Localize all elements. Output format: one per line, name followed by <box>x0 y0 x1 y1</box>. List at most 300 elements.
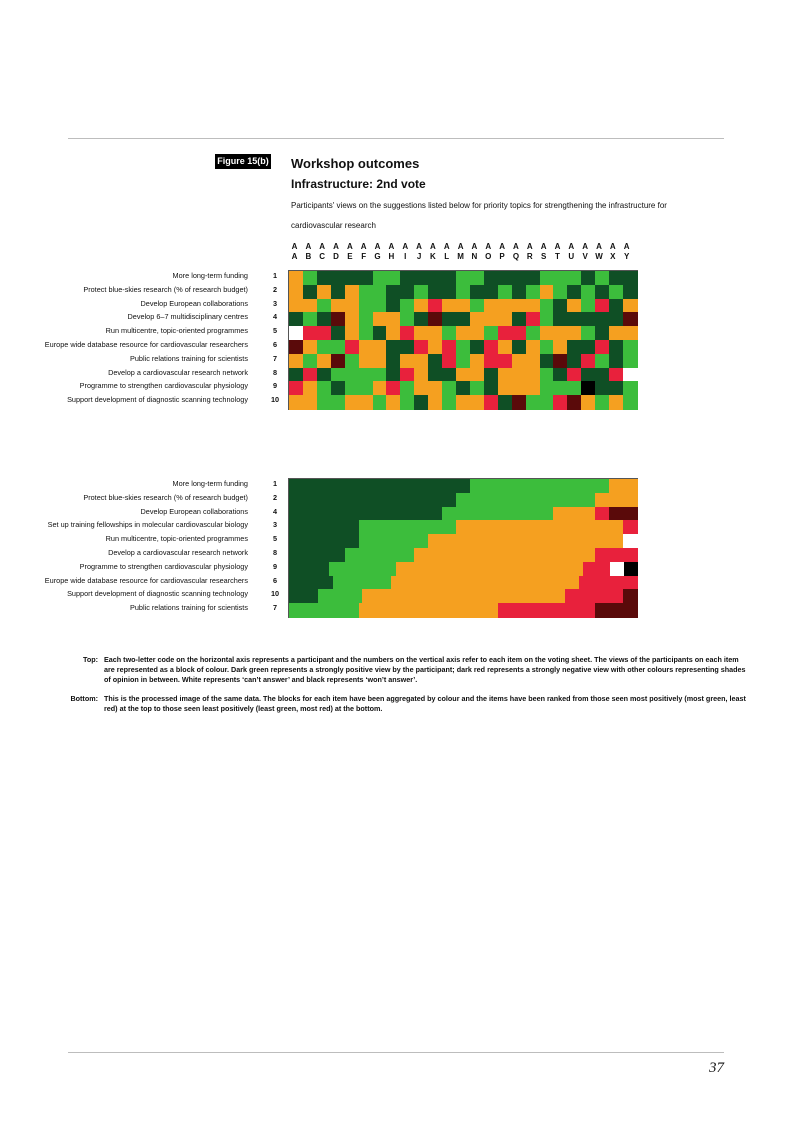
item-label: Programme to strengthen cardiovascular physiology <box>79 561 248 571</box>
vote-cell <box>567 326 582 340</box>
participant-code-second-letter: I <box>404 252 407 261</box>
vote-cell <box>317 340 332 354</box>
item-number: 3 <box>272 520 278 530</box>
aggregate-block-red <box>595 507 610 521</box>
vote-cell <box>456 312 471 326</box>
vote-cell <box>484 312 499 326</box>
vote-cell <box>595 285 610 299</box>
aggregate-block-red <box>583 562 610 576</box>
vote-cell <box>456 340 471 354</box>
vote-cell <box>623 312 638 326</box>
vote-cell <box>428 312 443 326</box>
vote-cell <box>498 299 513 313</box>
vote-cell <box>553 271 568 285</box>
vote-cell <box>498 285 513 299</box>
vote-cell <box>581 299 596 313</box>
vote-cell <box>386 395 401 409</box>
vote-cell <box>386 271 401 285</box>
vote-cell <box>359 381 374 395</box>
participant-code-second-letter: P <box>499 252 505 261</box>
aggregate-block-orange <box>609 479 637 493</box>
vote-cell <box>414 354 429 368</box>
vote-cell <box>386 381 401 395</box>
item-number: 2 <box>272 492 278 502</box>
vote-cell <box>581 285 596 299</box>
vote-cell <box>428 340 443 354</box>
vote-cell <box>317 326 332 340</box>
item-label: Europe wide database resource for cardiovascular researchers <box>44 575 248 585</box>
vote-cell <box>567 271 582 285</box>
participant-code-top-letter: A <box>471 242 478 251</box>
vote-cell <box>317 285 332 299</box>
aggregate-block-green <box>470 479 610 493</box>
vote-cell <box>553 340 568 354</box>
vote-cell <box>414 368 429 382</box>
vote-cell <box>303 299 318 313</box>
vote-cell <box>595 271 610 285</box>
participant-code-second-letter: Q <box>512 252 520 261</box>
vote-cell <box>609 299 624 313</box>
vote-cell <box>359 271 374 285</box>
vote-cell <box>595 354 610 368</box>
vote-cell <box>373 271 388 285</box>
vote-cell <box>289 312 304 326</box>
vote-cell <box>623 271 638 285</box>
participant-code-top-letter: A <box>568 242 575 251</box>
aggregate-block-green <box>359 520 457 534</box>
vote-cell <box>345 326 360 340</box>
vote-cell <box>414 285 429 299</box>
vote-cell <box>359 354 374 368</box>
vote-cell <box>498 340 513 354</box>
aggregate-block-red <box>595 548 637 562</box>
vote-cell <box>567 368 582 382</box>
vote-cell <box>609 368 624 382</box>
participant-code-top-letter: A <box>526 242 533 251</box>
item-label: Europe wide database resource for cardiovascular researchers <box>44 340 248 349</box>
vote-cell <box>540 299 555 313</box>
vote-cell <box>331 381 346 395</box>
item-number: 10 <box>270 589 280 599</box>
figure-description: Participants' views on the suggestions listed below for priority topics for strengthening the infrastructure for cardiovascular research <box>291 201 667 230</box>
vote-cell <box>484 368 499 382</box>
vote-cell <box>595 395 610 409</box>
participant-code-second-letter: L <box>444 252 450 261</box>
vote-cell <box>303 368 318 382</box>
vote-cell <box>359 285 374 299</box>
item-number: 9 <box>272 561 278 571</box>
participant-code-second-letter: K <box>430 252 436 261</box>
vote-cell <box>512 299 527 313</box>
vote-cell <box>470 340 485 354</box>
item-number: 5 <box>272 326 278 336</box>
vote-cell <box>359 368 374 382</box>
vote-cell <box>567 395 582 409</box>
vote-cell <box>456 395 471 409</box>
vote-cell <box>345 299 360 313</box>
vote-cell <box>484 340 499 354</box>
aggregate-block-orange <box>359 603 499 617</box>
vote-cell <box>595 368 610 382</box>
vote-cell <box>623 340 638 354</box>
vote-cell <box>470 381 485 395</box>
aggregate-block-red <box>498 603 596 617</box>
vote-cell <box>540 354 555 368</box>
item-label: Support development of diagnostic scanning technology <box>67 395 248 405</box>
aggregate-block-red <box>579 576 638 590</box>
participant-code-second-letter: O <box>485 252 492 261</box>
vote-cell <box>540 285 555 299</box>
vote-cell <box>359 326 374 340</box>
vote-cell <box>359 312 374 326</box>
vote-cell <box>623 368 638 382</box>
participant-code-second-letter: M <box>457 252 464 261</box>
vote-cell <box>289 381 304 395</box>
vote-cell <box>540 340 555 354</box>
aggregate-block-dark-green <box>289 507 443 521</box>
vote-cell <box>512 381 527 395</box>
item-number: 7 <box>272 353 278 363</box>
vote-cell <box>526 395 541 409</box>
vote-cell <box>373 326 388 340</box>
vote-cell <box>317 368 332 382</box>
participant-code-second-letter: J <box>416 252 422 261</box>
vote-cell <box>414 299 429 313</box>
item-number: 5 <box>272 534 278 544</box>
vote-cell <box>428 299 443 313</box>
vote-cell <box>456 368 471 382</box>
vote-cell <box>470 368 485 382</box>
vote-cell <box>498 326 513 340</box>
participant-code-top-letter: A <box>319 242 326 251</box>
caption-bottom-text: This is the processed image of the same data. The blocks for each item have been aggregated by colour and the items have been ranked from those seen most positively (most green, least red) at the top to those seen least positively (least green, most red) at the bottom. <box>104 694 746 713</box>
vote-cell <box>512 285 527 299</box>
vote-cell <box>345 381 360 395</box>
vote-cell <box>609 381 624 395</box>
aggregate-block-green <box>333 576 392 590</box>
participant-code-second-letter: U <box>568 252 575 261</box>
vote-cell <box>317 312 332 326</box>
participant-code-second-letter: A <box>291 252 298 261</box>
vote-cell <box>512 395 527 409</box>
item-label: Support development of diagnostic scanning technology <box>67 589 248 599</box>
vote-cell <box>470 312 485 326</box>
vote-cell <box>289 285 304 299</box>
vote-cell <box>456 285 471 299</box>
vote-cell <box>567 299 582 313</box>
page-number: 37 <box>709 1060 724 1076</box>
vote-cell <box>609 312 624 326</box>
participant-code-top-letter: A <box>582 242 589 251</box>
item-number: 8 <box>272 367 278 377</box>
item-number: 9 <box>272 381 278 391</box>
vote-cell <box>567 340 582 354</box>
vote-cell <box>623 285 638 299</box>
vote-cell <box>428 368 443 382</box>
participant-code-top-letter: A <box>305 242 312 251</box>
vote-cell <box>526 285 541 299</box>
vote-cell <box>553 299 568 313</box>
participant-code-top-letter: A <box>457 242 464 251</box>
participant-code-top-letter: A <box>443 242 450 251</box>
participant-code-second-letter: E <box>347 252 353 261</box>
participant-code-top-letter: A <box>513 242 519 251</box>
vote-cell <box>303 354 318 368</box>
vote-cell <box>303 326 318 340</box>
aggregate-block-green <box>442 507 554 521</box>
item-number: 8 <box>272 548 278 557</box>
vote-cell <box>623 381 638 395</box>
vote-cell <box>289 326 304 340</box>
vote-cell <box>623 326 638 340</box>
participant-code-second-letter: F <box>361 252 367 261</box>
vote-cell <box>540 395 555 409</box>
participant-code-top-letter: A <box>540 242 547 251</box>
aggregate-block-orange <box>553 507 595 521</box>
vote-cell <box>609 326 624 340</box>
vote-cell <box>512 354 527 368</box>
item-label: Public relations training for scientists <box>129 353 248 363</box>
vote-cell <box>331 326 346 340</box>
item-number: 1 <box>272 479 278 488</box>
aggregate-block-green <box>318 589 362 603</box>
participant-code-second-letter: V <box>582 252 588 261</box>
item-label: Run multicentre, topic-oriented programmes <box>105 534 248 544</box>
caption-top-key: Top: <box>82 655 98 664</box>
vote-cell <box>428 381 443 395</box>
vote-cell <box>386 326 401 340</box>
vote-cell <box>428 285 443 299</box>
participant-code-top-letter: A <box>623 242 630 251</box>
vote-cell <box>512 326 527 340</box>
item-label: Protect blue-skies research (% of research budget) <box>83 492 248 502</box>
vote-cell <box>386 312 401 326</box>
vote-cell <box>484 299 499 313</box>
vote-cell <box>400 368 415 382</box>
participant-code-second-letter: R <box>526 252 533 261</box>
vote-cell <box>345 312 360 326</box>
vote-cell <box>386 368 401 382</box>
vote-cell <box>373 285 388 299</box>
vote-cell <box>595 312 610 326</box>
vote-cell <box>456 271 471 285</box>
aggregate-block-green <box>289 603 359 617</box>
vote-cell <box>567 285 582 299</box>
vote-cell <box>386 299 401 313</box>
aggregate-block-dark-green <box>289 589 319 603</box>
vote-cell <box>512 368 527 382</box>
vote-cell <box>400 354 415 368</box>
participant-code-top-letter: A <box>374 242 381 251</box>
aggregate-block-orange <box>414 548 596 562</box>
vote-cell <box>526 381 541 395</box>
vote-cell <box>498 381 513 395</box>
vote-cell <box>526 340 541 354</box>
vote-cell <box>470 271 485 285</box>
vote-cell <box>400 312 415 326</box>
item-label: Develop a cardiovascular research network <box>108 548 248 557</box>
vote-cell <box>553 354 568 368</box>
vote-cell <box>289 271 304 285</box>
vote-cell <box>400 340 415 354</box>
aggregate-block-dark-green <box>289 548 345 562</box>
participant-code-second-letter: X <box>610 252 616 261</box>
vote-cell <box>414 395 429 409</box>
vote-cell <box>553 285 568 299</box>
item-number: 10 <box>270 395 280 405</box>
vote-cell <box>498 271 513 285</box>
page-heading: Workshop outcomes <box>291 156 420 171</box>
vote-cell <box>331 354 346 368</box>
vote-cell <box>289 340 304 354</box>
vote-cell <box>526 368 541 382</box>
participant-code-top-letter: A <box>430 242 436 251</box>
vote-cell <box>470 299 485 313</box>
vote-cell <box>540 381 555 395</box>
vote-cell <box>581 312 596 326</box>
vote-cell <box>540 312 555 326</box>
vote-cell <box>595 326 610 340</box>
aggregate-block-black <box>624 562 638 576</box>
item-label: Develop a cardiovascular research network <box>108 367 248 377</box>
aggregate-block-orange <box>595 493 637 507</box>
item-label: Protect blue-skies research (% of research budget) <box>83 284 248 294</box>
aggregated-vote-grid <box>288 478 638 618</box>
vote-cell <box>442 381 457 395</box>
vote-cell <box>567 381 582 395</box>
aggregate-block-green <box>329 562 397 576</box>
vote-cell <box>567 312 582 326</box>
vote-cell <box>414 312 429 326</box>
vote-cell <box>595 340 610 354</box>
aggregate-block-dark-red <box>623 589 638 603</box>
vote-cell <box>428 271 443 285</box>
caption-top-text: Each two-letter code on the horizontal axis represents a participant and the numbers on the vertical axis refer to each item on the voting sheet. The views of the participants on each item are represented as a block of colour. Dark green represents a strongly positive view by the participant; dark red represents a strongly negative view with other colours representing shades of opinion in between. White represents ‘can’t answer’ and black represents ‘won’t answer’. <box>104 655 746 684</box>
vote-cell <box>540 326 555 340</box>
vote-cell <box>553 395 568 409</box>
vote-cell <box>609 395 624 409</box>
vote-cell <box>456 381 471 395</box>
vote-cell <box>359 299 374 313</box>
vote-cell <box>526 354 541 368</box>
participant-code-top-letter: A <box>485 242 492 251</box>
vote-cell <box>373 381 388 395</box>
vote-cell <box>303 271 318 285</box>
aggregate-block-dark-green <box>289 479 471 493</box>
item-number: 4 <box>272 312 278 322</box>
item-label: More long-term funding <box>172 479 248 488</box>
vote-cell <box>386 285 401 299</box>
item-number: 3 <box>272 298 278 308</box>
vote-cell <box>484 354 499 368</box>
item-label: Run multicentre, topic-oriented programmes <box>105 326 248 336</box>
item-number: 2 <box>272 284 278 294</box>
vote-cell <box>317 299 332 313</box>
vote-cell <box>400 326 415 340</box>
vote-cell <box>331 368 346 382</box>
aggregate-block-orange <box>391 576 580 590</box>
participant-code-top-letter: A <box>333 242 339 251</box>
item-label: Develop 6–7 multidisciplinary centres <box>127 312 248 322</box>
item-number: 6 <box>272 340 278 349</box>
participant-code-top-letter: A <box>609 242 616 251</box>
vote-cell <box>317 381 332 395</box>
vote-cell <box>331 299 346 313</box>
aggregate-block-dark-red <box>609 507 637 521</box>
vote-cell <box>303 395 318 409</box>
vote-cell <box>470 354 485 368</box>
aggregate-block-dark-red <box>595 603 637 617</box>
vote-cell <box>373 368 388 382</box>
vote-cell <box>540 271 555 285</box>
vote-cell <box>484 395 499 409</box>
aggregate-block-red <box>623 520 638 534</box>
vote-cell <box>512 271 527 285</box>
vote-cell <box>498 354 513 368</box>
vote-cell <box>345 340 360 354</box>
vote-cell <box>470 326 485 340</box>
vote-cell <box>373 312 388 326</box>
vote-cell <box>373 340 388 354</box>
vote-cell <box>317 395 332 409</box>
aggregate-block-orange <box>362 589 566 603</box>
vote-cell <box>456 326 471 340</box>
vote-cell <box>553 326 568 340</box>
vote-cell <box>345 285 360 299</box>
vote-cell <box>484 285 499 299</box>
item-label: Develop European collaborations <box>140 298 248 308</box>
vote-cell <box>442 271 457 285</box>
aggregate-block-dark-green <box>289 534 359 548</box>
vote-cell <box>553 381 568 395</box>
vote-cell <box>553 368 568 382</box>
participant-code-second-letter: S <box>540 252 547 261</box>
participant-code-second-letter: H <box>388 252 395 261</box>
participant-code-top-letter: A <box>416 242 422 251</box>
vote-cell <box>331 285 346 299</box>
vote-cell <box>359 340 374 354</box>
vote-cell <box>484 271 499 285</box>
vote-cell <box>442 354 457 368</box>
vote-cell <box>498 312 513 326</box>
item-number: 6 <box>272 575 278 585</box>
vote-cell <box>470 285 485 299</box>
aggregate-block-dark-green <box>289 493 457 507</box>
vote-cell <box>623 354 638 368</box>
caption-bottom-key: Bottom: <box>70 694 98 703</box>
vote-cell <box>317 354 332 368</box>
vote-cell <box>526 271 541 285</box>
bottom-rule <box>68 1052 724 1053</box>
aggregate-block-dark-green <box>289 520 359 534</box>
vote-cell <box>595 381 610 395</box>
aggregate-block-orange <box>396 562 584 576</box>
vote-cell <box>359 395 374 409</box>
aggregate-block-green <box>359 534 429 548</box>
participant-code-second-letter: W <box>595 252 603 261</box>
aggregate-block-orange <box>456 520 624 534</box>
vote-cell <box>303 285 318 299</box>
item-label: Develop European collaborations <box>140 506 248 516</box>
participant-code-second-letter: T <box>555 252 560 261</box>
participant-code-second-letter: D <box>333 252 339 261</box>
vote-cell <box>400 381 415 395</box>
item-label: Programme to strengthen cardiovascular physiology <box>79 381 248 391</box>
participant-code-top-letter: A <box>291 242 298 251</box>
vote-cell <box>442 326 457 340</box>
aggregate-block-red <box>565 589 624 603</box>
vote-cell <box>595 299 610 313</box>
